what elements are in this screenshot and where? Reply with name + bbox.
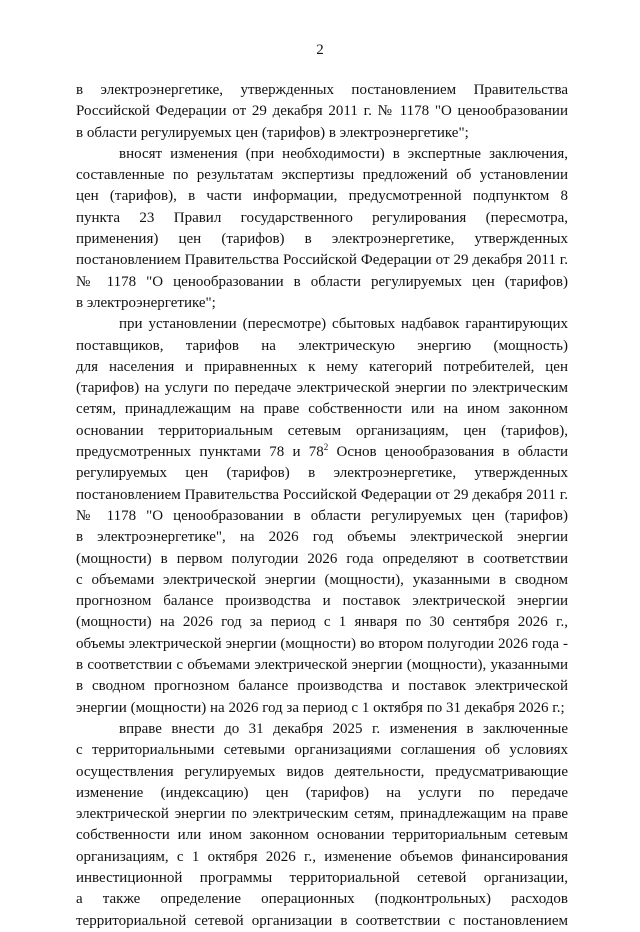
text-line: территориальной сетевой организации в соответствии с постановлением [76, 912, 568, 929]
text-line: электрической энергии по электрическим сетям, принадлежащим на праве [76, 806, 568, 823]
text-line: (мощности) в первом полугодии 2026 года определяют в соответствии [76, 550, 568, 567]
superscript: 2 [323, 442, 329, 453]
text-line: Российской Федерации от 29 декабря 2011 г. № 1178 "О ценообразовании [76, 103, 568, 120]
text-line: а также определение операционных (подконтрольных) расходов [76, 891, 568, 908]
text-line: изменение (индексацию) цен (тарифов) на услуги по передаче [76, 784, 568, 801]
text-line: в электроэнергетике", на 2026 год объемы электрической энергии [76, 529, 568, 546]
text-line: в электроэнергетике"; [76, 294, 216, 311]
text-line: пункта 23 Правил государственного регулирования (пересмотра, [76, 209, 568, 226]
text-line: постановлением Правительства Российской Федерации от 29 декабря 2011 г. [76, 252, 568, 269]
text-line: для населения и приравненных к нему категорий потребителей, цен [76, 358, 568, 375]
text-line: в электроэнергетике, утвержденных постановлением Правительства [76, 82, 568, 98]
text-line: основании территориальным сетевым организациям, цен (тарифов), [76, 422, 568, 439]
text-line: регулируемых цен (тарифов) в электроэнергетике, утвержденных [76, 465, 568, 482]
text-line: с объемами электрической энергии (мощности), указанными в сводном [76, 571, 568, 588]
document-body [76, 80, 568, 932]
text-line: применения) цен (тарифов) в электроэнергетике, утвержденных [76, 231, 568, 248]
text-line: составленные по результатам экспертизы предложений об установлении [76, 167, 568, 184]
text-segment: Основ ценообразования в области [328, 444, 568, 461]
text-line: вправе внести до 31 декабря 2025 г. изменения в заключенные [119, 720, 568, 737]
text-line: при установлении (пересмотре) сбытовых надбавок гарантирующих [119, 316, 568, 333]
text-line: организациям, с 1 октября 2026 г., изменение объемов финансирования [76, 848, 568, 865]
text-line: (тарифов) на услуги по передаче электрической энергии по электрическим [76, 380, 568, 397]
text-line: в сводном прогнозном балансе производства и поставок электрической [76, 678, 568, 695]
text-line: (мощности) на 2026 год за период с 1 января по 30 сентября 2026 г., [76, 614, 568, 631]
text-line: № 1178 "О ценообразовании в области регулируемых цен (тарифов) [76, 273, 568, 290]
text-line: осуществления регулируемых видов деятельности, предусматривающие [76, 763, 568, 780]
text-line: с территориальными сетевыми организациями соглашения об условиях [76, 742, 568, 759]
text-line: инвестиционной программы территориальной сетевой организации, [76, 869, 568, 886]
text-line: постановлением Правительства Российской Федерации от 29 декабря 2011 г. [76, 486, 568, 503]
text-line: сетям, принадлежащим на праве собственности или на ином законном [76, 401, 568, 418]
text-line: № 1178 "О ценообразовании в области регулируемых цен (тарифов) [76, 507, 568, 524]
text-line: вносят изменения (при необходимости) в экспертные заключения, [119, 145, 568, 162]
text-line: в соответствии с объемами электрической энергии (мощности), указанными [76, 657, 568, 674]
text-line: собственности или ином законном основании территориальным сетевым [76, 827, 568, 844]
text-line: энергии (мощности) на 2026 год за период с 1 октября по 31 декабря 2026 г.; [76, 699, 565, 716]
text-line: прогнозном балансе производства и поставок электрической энергии [76, 593, 568, 610]
text-line: в области регулируемых цен (тарифов) в электроэнергетике"; [76, 124, 469, 141]
text-line: объемы электрической энергии (мощности) во втором полугодии 2026 года - [76, 635, 568, 652]
text-line: поставщиков, тарифов на электрическую энергию (мощность) [76, 337, 568, 354]
text-segment: предусмотренных пунктами 78 и 78 [76, 444, 324, 461]
text-line [76, 442, 568, 463]
text-line: цен (тарифов), в части информации, предусмотренной подпунктом 8 [76, 188, 568, 205]
page-number: 2 [316, 42, 324, 58]
